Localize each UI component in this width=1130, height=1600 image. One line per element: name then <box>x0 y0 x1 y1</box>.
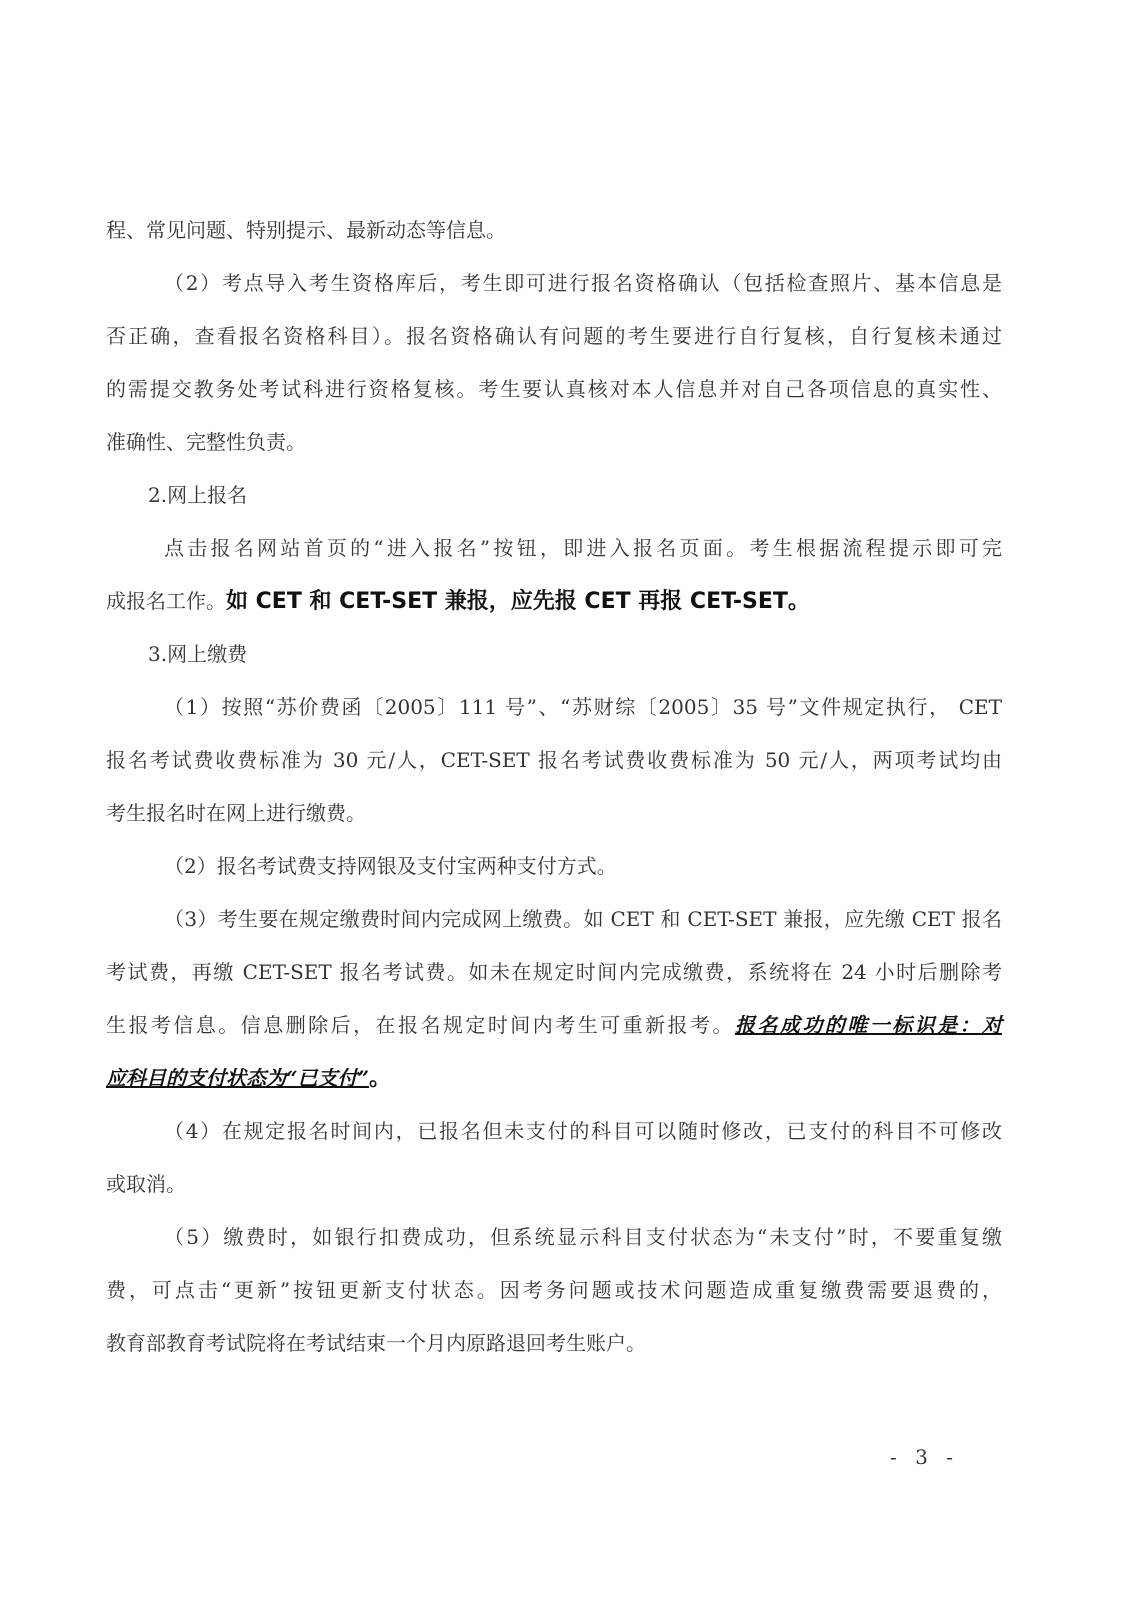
text: 成报名工作。 <box>106 589 226 613</box>
text-line: （3）考生要在规定缴费时间内完成网上缴费。如 CET 和 CET-SET 兼报，应先缴 CET 报名 <box>164 907 1002 931</box>
page-number: - 3 - <box>890 1445 959 1469</box>
text-line <box>106 1007 1002 1060</box>
text-line: 费，可点击“更新”按钮更新支付状态。因考务问题或技术问题造成重复缴费需要退费的， <box>106 1278 1002 1302</box>
text-line <box>106 583 1002 636</box>
emphasis-text: 应科目的支付状态为“已支付” <box>106 1066 370 1090</box>
emphasis-text: 如 CET 和 CET-SET 兼报，应先报 CET 再报 CET-SET。 <box>226 589 810 614</box>
text-line: 点击报名网站首页的“进入报名”按钮，即进入报名页面。考生根据流程提示即可完 <box>164 536 1002 560</box>
text-line: 的需提交教务处考试科进行资格复核。考生要认真核对本人信息并对自己各项信息的真实性、 <box>106 377 1002 401</box>
text-line: 或取消。 <box>106 1172 186 1196</box>
text-line: 教育部教育考试院将在考试结束一个月内原路退回考生账户。 <box>106 1331 646 1355</box>
section-heading: 2.网上报名 <box>148 483 248 507</box>
text-line: 报名考试费收费标准为 30 元/人，CET-SET 报名考试费收费标准为 50 元/人，两项考试均由 <box>106 748 1002 772</box>
document-body <box>106 212 1002 1378</box>
text-line: （4）在规定报名时间内，已报名但未支付的科目可以随时修改，已支付的科目不可修改 <box>164 1119 1002 1143</box>
text-line: 考试费，再缴 CET-SET 报名考试费。如未在规定时间内完成缴费，系统将在 24 小时后删除考 <box>106 960 1002 984</box>
text-line: 准确性、完整性负责。 <box>106 430 306 454</box>
section-heading: 3.网上缴费 <box>148 642 248 666</box>
text: 生报考信息。信息删除后，在报名规定时间内考生可重新报考。 <box>106 1013 735 1037</box>
text-line: （1）按照“苏价费函〔2005〕111 号”、“苏财综〔2005〕35 号”文件规定执行， CET <box>164 695 1002 719</box>
text-line: 考生报名时在网上进行缴费。 <box>106 801 366 825</box>
text-line: 程、常见问题、特别提示、最新动态等信息。 <box>106 218 506 242</box>
emphasis-text: 报名成功的唯一标识是：对 <box>734 1013 1003 1037</box>
text-line: （2）报名考试费支持网银及支付宝两种支付方式。 <box>164 854 617 878</box>
text-line: 否正确，查看报名资格科目）。报名资格确认有问题的考生要进行自行复核，自行复核未通过 <box>106 324 1002 348</box>
text-line: （2）考点导入考生资格库后，考生即可进行报名资格确认（包括检查照片、基本信息是 <box>164 271 1002 295</box>
text-line: （5）缴费时，如银行扣费成功，但系统显示科目支付状态为“未支付”时，不要重复缴 <box>164 1225 1002 1249</box>
text: 。 <box>369 1066 392 1091</box>
text-line <box>106 1060 1002 1113</box>
